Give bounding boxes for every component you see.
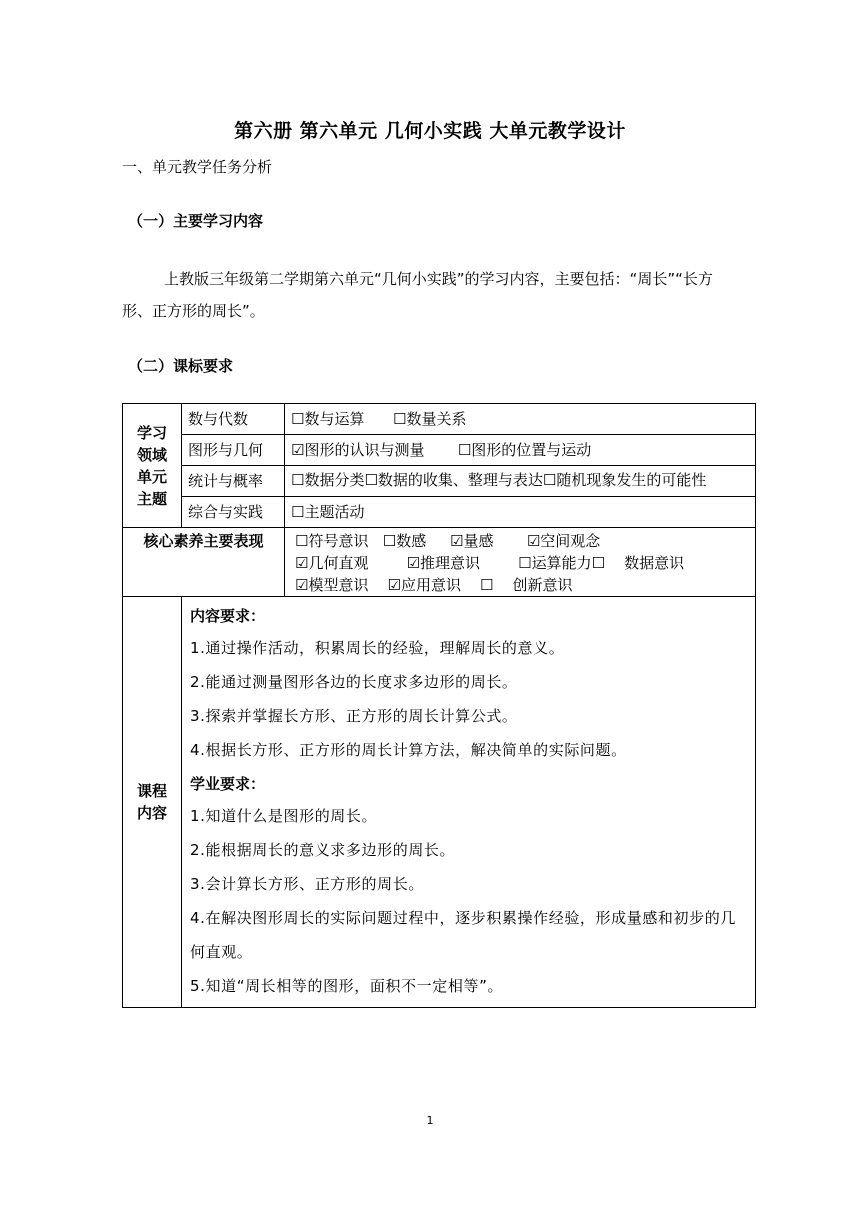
row-value: ☑图形的认识与测量 ☐图形的位置与运动 [285, 435, 756, 466]
table-row [123, 528, 756, 597]
list-item: 4.根据长方形、正方形的周长计算方法，解决简单的实际问题。 [190, 741, 627, 759]
subsection-heading-main-content: （一）主要学习内容 [128, 212, 264, 230]
table-row [123, 597, 756, 1008]
list-item: 2.能根据周长的意义求多边形的周长。 [190, 841, 456, 859]
list-item: 1.知道什么是图形的周长。 [190, 807, 378, 825]
content-requirements-heading: 内容要求： [190, 607, 266, 625]
subsection-heading-standards: （二）课标要求 [128, 357, 234, 375]
list-item: 3.探索并掌握长方形、正方形的周长计算公式。 [190, 707, 518, 725]
document-title: 第六册 第六单元 几何小实践 大单元教学设计 [234, 120, 626, 142]
row-value: ☐数与运算 ☐数量关系 [285, 404, 756, 435]
list-item: 3.会计算长方形、正方形的周长。 [190, 875, 424, 893]
core-line: ☐符号意识 ☐数感 ☑量感 ☑空间观念 [295, 532, 601, 550]
core-line: ☑几何直观 ☑推理意识 ☐运算能力☐ 数据意识 [295, 554, 685, 572]
area-label: 学习领域单元主题 [136, 423, 167, 508]
row-value: ☐主题活动 [285, 497, 756, 528]
list-item: 4.在解决图形周长的实际问题过程中，逐步积累操作经验，形成量感和初步的几何直观。 [190, 909, 736, 961]
table-row [123, 435, 756, 466]
row-label: 数与代数 [182, 404, 285, 435]
table-row [123, 497, 756, 528]
area-label-cell [123, 404, 182, 528]
course-content-cell [182, 597, 756, 1008]
page-number: 1 [426, 1114, 434, 1127]
core-literacy-label: 核心素养主要表现 [123, 528, 285, 597]
row-label: 综合与实践 [182, 497, 285, 528]
academic-requirements-heading: 学业要求： [190, 775, 266, 793]
table-row [123, 466, 756, 497]
curriculum-requirements-table [122, 403, 756, 1008]
course-label-cell [123, 597, 182, 1008]
section-heading: 一、单元教学任务分析 [122, 158, 273, 176]
list-item: 5.知道“周长相等的图形，面积不一定相等”。 [190, 977, 504, 995]
row-label: 统计与概率 [182, 466, 285, 497]
row-value: ☐数据分类☐数据的收集、整理与表达☐随机现象发生的可能性 [285, 466, 756, 497]
intro-paragraph: 上教版三年级第二学期第六单元“几何小实践”的学习内容，主要包括：“周长”“长方形、正方形的周长”。 [122, 270, 713, 320]
list-item: 1.通过操作活动，积累周长的经验，理解周长的意义。 [190, 639, 565, 657]
list-item: 2.能通过测量图形各边的长度求多边形的周长。 [190, 673, 518, 691]
table-row [123, 404, 756, 435]
core-line: ☑模型意识 ☑应用意识 ☐ 创新意识 [295, 576, 573, 594]
course-label: 课程内容 [136, 782, 167, 822]
row-label: 图形与几何 [182, 435, 285, 466]
core-literacy-cell [285, 528, 756, 597]
